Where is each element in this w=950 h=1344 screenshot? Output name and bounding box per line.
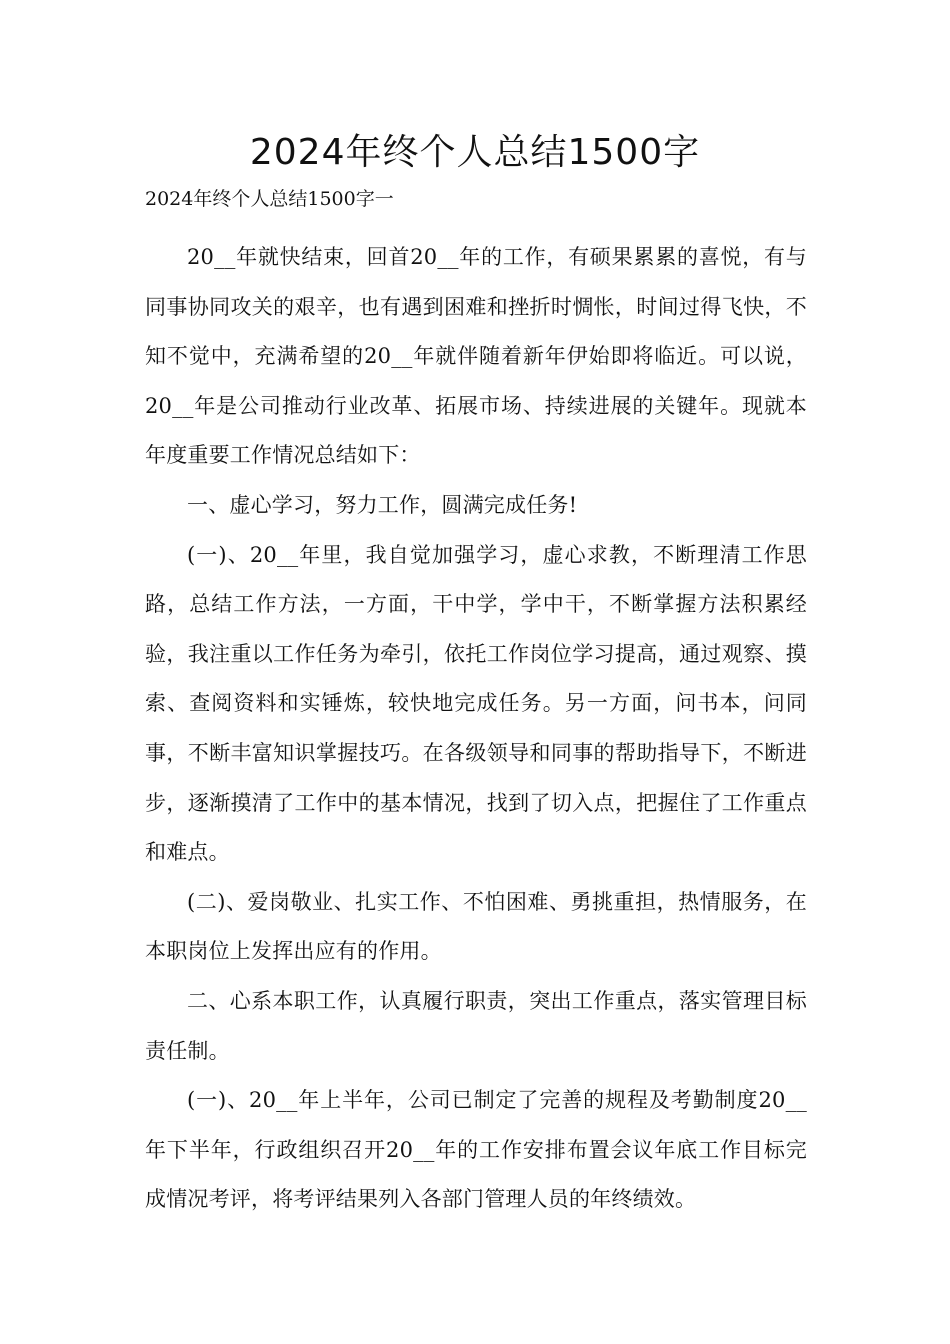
document-body: [145, 233, 807, 1225]
section-heading-1: 一、虚心学习，努力工作，圆满完成任务!: [187, 492, 578, 517]
paragraph-intro: 20__年就快结束，回首20__年的工作，有硕果累累的喜悦，有与同事协同攻关的艰辛，也有遇到困难和挫折时惆怅，时间过得飞快，不知不觉中，充满希望的20__年就伴随着新年伊始即将临近。可以说，20__年是公司推动行业改革、拓展市场、持续进展的关键年。现就本年度重要工作情况总结如下：: [145, 245, 807, 468]
document-title: 2024年终个人总结1500字: [249, 132, 701, 173]
paragraph-1-2: (二)、爱岗敬业、扎实工作、不怕困难、勇挑重担，热情服务，在本职岗位上发挥出应有的作用。: [145, 889, 807, 964]
paragraph-2-1: (一)、20__年上半年，公司已制定了完善的规程及考勤制度20__年下半年，行政组织召开20__年的工作安排布置会议年底工作目标完成情况考评，将考评结果列入各部门管理人员的年终绩效。: [145, 1088, 807, 1212]
paragraph-1-1: (一)、20__年里，我自觉加强学习，虚心求教，不断理清工作思路，总结工作方法，一方面，干中学，学中干，不断掌握方法积累经验，我注重以工作任务为牵引，依托工作岗位学习提高，通过观察、摸索、查阅资料和实锤炼，较快地完成任务。另一方面，问书本，问同事，不断丰富知识掌握技巧。在各级领导和同事的帮助指导下，不断进步，逐渐摸清了工作中的基本情况，找到了切入点，把握住了工作重点和难点。: [145, 542, 807, 865]
section-heading-2: 二、心系本职工作，认真履行职责，突出工作重点，落实管理目标责任制。: [145, 988, 807, 1063]
document-subtitle: 2024年终个人总结1500字一: [145, 188, 394, 210]
